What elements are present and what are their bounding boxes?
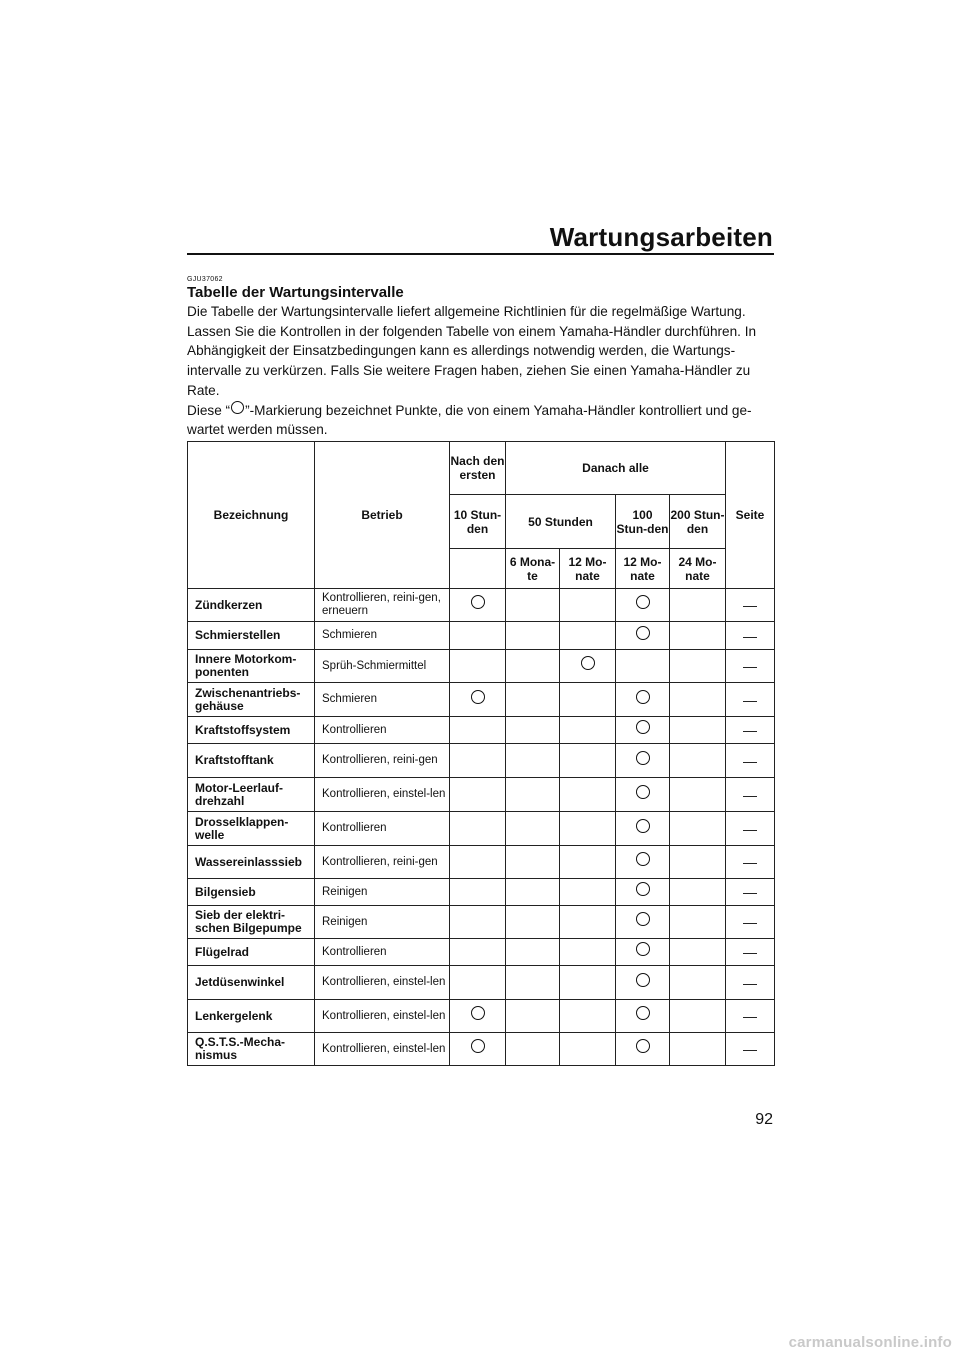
cell-12m-50h xyxy=(560,683,616,717)
section-code: GJU37062 xyxy=(187,276,223,283)
circle-mark-icon xyxy=(636,1006,650,1020)
cell-200h xyxy=(670,717,726,744)
item-name: Innere Motorkom-ponenten xyxy=(188,650,315,683)
item-seite: — xyxy=(726,683,775,717)
item-seite: — xyxy=(726,1000,775,1033)
cell-12m-50h xyxy=(560,1000,616,1033)
cell-10h xyxy=(450,717,506,744)
item-name: Bilgensieb xyxy=(188,879,315,906)
table-row xyxy=(188,846,775,879)
cell-100h xyxy=(616,966,670,1000)
cell-10h xyxy=(450,622,506,650)
item-seite: — xyxy=(726,717,775,744)
cell-100h xyxy=(616,650,670,683)
legend-paragraph xyxy=(187,401,777,440)
item-operation: Schmieren xyxy=(315,622,450,650)
cell-200h xyxy=(670,622,726,650)
circle-mark-icon xyxy=(471,595,485,609)
item-seite: — xyxy=(726,812,775,846)
cell-12m-50h xyxy=(560,717,616,744)
cell-10h xyxy=(450,589,506,622)
cell-6m xyxy=(506,812,560,846)
item-name: Zündkerzen xyxy=(188,589,315,622)
section-title: Tabelle der Wartungsintervalle xyxy=(187,284,404,301)
page-number: 92 xyxy=(755,1111,773,1128)
cell-200h xyxy=(670,966,726,1000)
item-name: Flügelrad xyxy=(188,939,315,966)
cell-12m-50h xyxy=(560,744,616,778)
table-row xyxy=(188,1033,775,1066)
cell-6m xyxy=(506,966,560,1000)
cell-200h xyxy=(670,939,726,966)
cell-10h xyxy=(450,906,506,939)
title-rule xyxy=(187,253,774,255)
cell-12m-50h xyxy=(560,778,616,812)
table-row xyxy=(188,683,775,717)
table-row xyxy=(188,650,775,683)
table-row xyxy=(188,879,775,906)
cell-200h xyxy=(670,1033,726,1066)
cell-6m xyxy=(506,906,560,939)
cell-100h xyxy=(616,744,670,778)
table-row xyxy=(188,717,775,744)
cell-10h xyxy=(450,1033,506,1066)
item-name: Kraftstoffsystem xyxy=(188,717,315,744)
cell-10h xyxy=(450,966,506,1000)
item-operation: Schmieren xyxy=(315,683,450,717)
cell-6m xyxy=(506,683,560,717)
circle-mark-icon xyxy=(636,819,650,833)
table-row xyxy=(188,1000,775,1033)
cell-100h xyxy=(616,683,670,717)
cell-200h xyxy=(670,846,726,879)
circle-mark-icon xyxy=(231,401,244,414)
cell-6m xyxy=(506,1000,560,1033)
item-operation: Sprüh-Schmiermittel xyxy=(315,650,450,683)
cell-200h xyxy=(670,1000,726,1033)
item-operation: Kontrollieren xyxy=(315,939,450,966)
cell-12m-50h xyxy=(560,622,616,650)
table-row xyxy=(188,812,775,846)
cell-12m-50h xyxy=(560,812,616,846)
item-name: Sieb der elektri-schen Bilgepumpe xyxy=(188,906,315,939)
item-seite: — xyxy=(726,939,775,966)
cell-6m xyxy=(506,778,560,812)
header-24-monate: 24 Mo-nate xyxy=(670,549,726,589)
cell-100h xyxy=(616,879,670,906)
cell-100h xyxy=(616,589,670,622)
item-name: Kraftstofftank xyxy=(188,744,315,778)
cell-6m xyxy=(506,650,560,683)
cell-10h xyxy=(450,939,506,966)
cell-100h xyxy=(616,846,670,879)
item-name: Wassereinlasssieb xyxy=(188,846,315,879)
circle-mark-icon xyxy=(471,1006,485,1020)
cell-10h xyxy=(450,1000,506,1033)
cell-10h xyxy=(450,879,506,906)
circle-mark-icon xyxy=(636,973,650,987)
item-seite: — xyxy=(726,906,775,939)
cell-100h xyxy=(616,622,670,650)
cell-6m xyxy=(506,744,560,778)
cell-12m-50h xyxy=(560,906,616,939)
item-name: Motor-Leerlauf-drehzahl xyxy=(188,778,315,812)
item-name: Jetdüsenwinkel xyxy=(188,966,315,1000)
cell-12m-50h xyxy=(560,939,616,966)
header-200-stunden: 200 Stun-den xyxy=(670,495,726,549)
legend-text-after: ”-Markierung bezeichnet Punkte, die von einem Yamaha-Händler kontrolliert und ge-wartet werden müssen. xyxy=(187,402,752,438)
cell-6m xyxy=(506,1033,560,1066)
item-name: Schmierstellen xyxy=(188,622,315,650)
item-operation: Kontrollieren, einstel-len xyxy=(315,778,450,812)
header-betrieb: Betrieb xyxy=(315,442,450,589)
header-50-stunden: 50 Stunden xyxy=(506,495,616,549)
cell-12m-50h xyxy=(560,1033,616,1066)
table-row xyxy=(188,744,775,778)
item-operation: Kontrollieren xyxy=(315,812,450,846)
cell-12m-50h xyxy=(560,650,616,683)
cell-200h xyxy=(670,683,726,717)
circle-mark-icon xyxy=(636,690,650,704)
item-seite: — xyxy=(726,846,775,879)
header-danach-alle: Danach alle xyxy=(506,442,726,495)
table-row xyxy=(188,966,775,1000)
cell-12m-50h xyxy=(560,966,616,1000)
cell-10h xyxy=(450,778,506,812)
item-operation: Kontrollieren, reini-gen xyxy=(315,744,450,778)
item-name: Lenkergelenk xyxy=(188,1000,315,1033)
cell-6m xyxy=(506,879,560,906)
item-seite: — xyxy=(726,589,775,622)
item-seite: — xyxy=(726,744,775,778)
item-seite: — xyxy=(726,622,775,650)
cell-200h xyxy=(670,650,726,683)
circle-mark-icon xyxy=(471,690,485,704)
cell-100h xyxy=(616,906,670,939)
item-seite: — xyxy=(726,778,775,812)
item-operation: Reinigen xyxy=(315,906,450,939)
cell-100h xyxy=(616,1033,670,1066)
cell-200h xyxy=(670,906,726,939)
circle-mark-icon xyxy=(636,852,650,866)
cell-100h xyxy=(616,717,670,744)
cell-10h xyxy=(450,846,506,879)
table-row xyxy=(188,939,775,966)
cell-100h xyxy=(616,939,670,966)
item-operation: Kontrollieren, reini-gen, erneuern xyxy=(315,589,450,622)
item-seite: — xyxy=(726,1033,775,1066)
cell-12m-50h xyxy=(560,846,616,879)
item-operation: Kontrollieren xyxy=(315,717,450,744)
cell-10h xyxy=(450,812,506,846)
item-name: Drosselklappen-welle xyxy=(188,812,315,846)
legend-text-before: Diese “ xyxy=(187,402,231,418)
header-empty xyxy=(450,549,506,589)
intro-text xyxy=(187,302,777,440)
cell-200h xyxy=(670,778,726,812)
table-row xyxy=(188,906,775,939)
circle-mark-icon xyxy=(636,882,650,896)
item-name: Q.S.T.S.-Mecha-nismus xyxy=(188,1033,315,1066)
intro-paragraph: Die Tabelle der Wartungsintervalle liefert allgemeine Richtlinien für die regelmäßige Wartung. Lassen Sie die Kontrollen in der folgenden Tabelle von einem Yamaha-Händler durchführen. In Abhängigkeit der Einsatzbedingungen kann es allerdings notwendig werden, die Wartungs-intervalle zu verkürzen. Falls Sie weitere Fragen haben, ziehen Sie einen Yamaha-Händler zu Rate. xyxy=(187,304,757,398)
cell-12m-50h xyxy=(560,589,616,622)
cell-10h xyxy=(450,683,506,717)
item-seite: — xyxy=(726,879,775,906)
chapter-title: Wartungsarbeiten xyxy=(549,222,773,252)
circle-mark-icon xyxy=(636,595,650,609)
item-name: Zwischenantriebs-gehäuse xyxy=(188,683,315,717)
table-row xyxy=(188,589,775,622)
item-operation: Kontrollieren, einstel-len xyxy=(315,966,450,1000)
header-nach-den-ersten: Nach den ersten xyxy=(450,442,506,495)
item-operation: Kontrollieren, einstel-len xyxy=(315,1033,450,1066)
header-100-stunden: 100 Stun-den xyxy=(616,495,670,549)
cell-10h xyxy=(450,744,506,778)
circle-mark-icon xyxy=(636,751,650,765)
watermark: carmanualsonline.info xyxy=(788,1334,952,1351)
item-operation: Kontrollieren, einstel-len xyxy=(315,1000,450,1033)
header-seite: Seite xyxy=(726,442,775,589)
item-operation: Reinigen xyxy=(315,879,450,906)
cell-10h xyxy=(450,650,506,683)
table-row xyxy=(188,622,775,650)
header-bezeichnung: Bezeichnung xyxy=(188,442,315,589)
header-12-monate: 12 Mo-nate xyxy=(560,549,616,589)
item-seite: — xyxy=(726,650,775,683)
maintenance-schedule-table xyxy=(187,441,775,1066)
cell-200h xyxy=(670,744,726,778)
cell-200h xyxy=(670,879,726,906)
cell-6m xyxy=(506,622,560,650)
cell-200h xyxy=(670,589,726,622)
cell-6m xyxy=(506,846,560,879)
header-10-stunden: 10 Stun-den xyxy=(450,495,506,549)
circle-mark-icon xyxy=(636,912,650,926)
table-row xyxy=(188,778,775,812)
item-operation: Kontrollieren, reini-gen xyxy=(315,846,450,879)
cell-100h xyxy=(616,778,670,812)
cell-100h xyxy=(616,812,670,846)
circle-mark-icon xyxy=(636,942,650,956)
item-seite: — xyxy=(726,966,775,1000)
header-6-monate: 6 Mona-te xyxy=(506,549,560,589)
circle-mark-icon xyxy=(636,626,650,640)
cell-200h xyxy=(670,812,726,846)
circle-mark-icon xyxy=(636,1039,650,1053)
circle-mark-icon xyxy=(471,1039,485,1053)
cell-6m xyxy=(506,589,560,622)
cell-6m xyxy=(506,939,560,966)
cell-6m xyxy=(506,717,560,744)
cell-12m-50h xyxy=(560,879,616,906)
circle-mark-icon xyxy=(581,656,595,670)
cell-100h xyxy=(616,1000,670,1033)
circle-mark-icon xyxy=(636,785,650,799)
header-12-monate: 12 Mo-nate xyxy=(616,549,670,589)
circle-mark-icon xyxy=(636,720,650,734)
